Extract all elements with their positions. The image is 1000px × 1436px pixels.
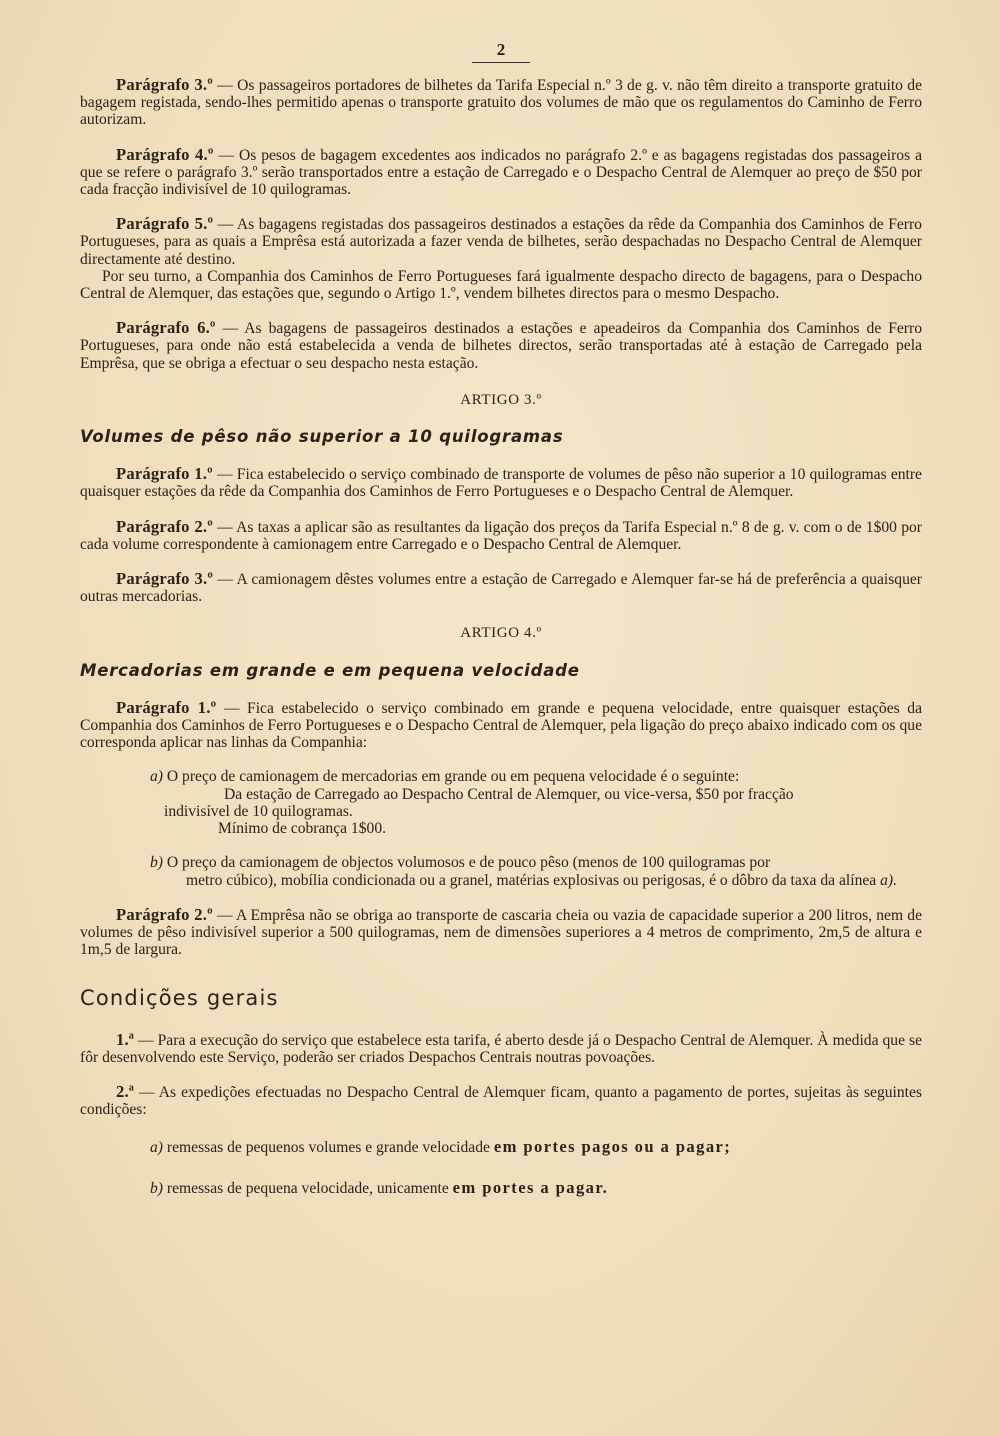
condicao-2-item-a (150, 1138, 922, 1156)
condicao-text: — As expedições efectuadas no Despacho Central de Alemquer ficam, quanto a pagamento de portes, sujeitas às seguintes condições: (80, 1083, 922, 1119)
alinea-text: Da estação de Carregado ao Despacho Central de Alemquer, ou vice-versa, $50 por fracção (224, 785, 794, 803)
paragraph-5-continuation (80, 268, 922, 302)
paragraph-text: — Os pesos de bagagem excedentes aos indicados no parágrafo 2.º e as bagagens registadas dos passageiros a que se refere o parágrafo 3.º serão transportados entre a estação de Carregado e o Despacho Central de Alemquer ao preço de $50 por cada fracção indivisível de 10 quilogramas. (80, 146, 922, 199)
paragraph-text: — As taxas a aplicar são as resultantes da ligação dos preços da Tarifa Especial n.º 8 de g. v. com o de 1$00 por cada volume correspondente à camionagem entre Carregado e o Despacho Central de Alemquer. (80, 518, 922, 553)
paragraph-text: — As bagagens de passageiros destinados a estações e apeadeiros da Companhia dos Caminhos de Ferro Portugueses, para onde não está estabelecida a venda de bilhetes directos, serão transportadas até à estação de Carregado pela Emprêsa, que se obriga a efectuar o seu despacho nesta estação. (80, 320, 922, 372)
artigo-3-paragraph-2 (80, 518, 922, 553)
paragraph-lead: Parágrafo 5.º (116, 214, 214, 234)
paragraph-3 (80, 76, 922, 129)
artigo-4-title: ARTIGO 4.º (460, 625, 542, 642)
paragraph-text: — Os passageiros portadores de bilhetes da Tarifa Especial n.º 3 de g. v. não têm direito a transporte gratuito de bagagem registada, sendo-lhes permitido apenas o transporte gratuito dos volumes de mão que os regulamentos do Caminho de Ferro autorizam. (80, 77, 922, 129)
page-number-rule (472, 62, 530, 63)
paragraph-6 (80, 319, 922, 372)
document-body (80, 76, 922, 1219)
paragraph-text: — Fica estabelecido o serviço combinado em grande e pequena velocidade, entre quaisquer estações da Companhia dos Caminhos de Ferro Portugueses e o Despacho Central de Alemquer, pela ligação do preço abaixo indicado com os que corresponda aplicar nas linhas da Companhia: (80, 699, 922, 752)
item-label: a) (150, 1139, 163, 1157)
condicoes-gerais-title: Condições gerais (80, 986, 279, 1011)
alinea-label: b) (150, 854, 163, 872)
paragraph-5 (80, 215, 922, 268)
alinea-text: O preço da camionagem de objectos volumosos e de pouco pêso (menos de 100 quilogramas por (163, 854, 771, 872)
paragraph-lead: Parágrafo 3.º (116, 569, 214, 589)
paragraph-lead: Parágrafo 3.º (116, 75, 213, 94)
artigo-3-heading: Volumes de pêso não superior a 10 quilogramas (80, 427, 564, 447)
paragraph-text: — A Emprêsa não se obriga ao transporte de cascaria cheia ou vazia de capacidade superior a 200 litros, nem de volumes de pêso indivisível superior a 500 quilogramas, nem de dimensões superiores a 4 metros de comprimento, 2m,5 de altura e 1m,5 de largura. (80, 906, 922, 959)
condicao-text: — Para a execução do serviço que estabelece esta tarifa, é aberto desde já o Despacho Central de Alemquer. À medida que se fôr desenvolvendo este Serviço, poderão ser criados Despachos Centrais noutras povoações. (80, 1031, 922, 1066)
paragraph-lead: Parágrafo 1.º (116, 464, 213, 484)
paragraph-lead: Parágrafo 6.º (116, 318, 216, 338)
paragraph-text: — A camionagem dêstes volumes entre a estação de Carregado e Alemquer far-se há de preferência a quaisquer outras mercadorias. (80, 571, 922, 606)
alinea-b (150, 854, 922, 888)
condicao-lead: 2.ª (116, 1081, 135, 1101)
condicao-2-item-b (150, 1179, 922, 1197)
alinea-reference: a). (880, 871, 898, 889)
item-text: remessas de pequenos volumes e grande velocidade (163, 1139, 494, 1157)
paragraph-text: — As bagagens registadas dos passageiros destinados a estações da rêde da Companhia dos Caminhos de Ferro Portugueses, para as quais a Emprêsa está autorizada a fazer venda de bilhetes, serão despachadas no Despacho Central de Alemquer directamente até destino. (80, 216, 922, 268)
alinea-label: a) (150, 768, 163, 786)
paragraph-lead: Parágrafo 2.º (116, 904, 213, 924)
condicao-1 (80, 1031, 922, 1066)
artigo-4-paragraph-1 (80, 699, 922, 752)
alinea-a (152, 768, 922, 837)
item-emphasis: em portes a pagar. (452, 1177, 609, 1197)
page-number: 2 (496, 40, 506, 59)
alinea-minimo: Mínimo de cobrança 1$00. (218, 820, 387, 838)
alinea-text: indivisível de 10 quilogramas. (164, 802, 353, 820)
paragraph-lead: Parágrafo 2.º (116, 516, 213, 536)
artigo-4-paragraph-2 (80, 906, 922, 959)
item-emphasis: em portes pagos ou a pagar; (493, 1137, 732, 1157)
item-text: remessas de pequena velocidade, unicamente (163, 1179, 453, 1197)
paragraph-lead: Parágrafo 1.º (116, 697, 217, 717)
paragraph-text: Por seu turno, a Companhia dos Caminhos de Ferro Portugueses fará igualmente despacho directo de bagagens, para o Despacho Central de Alemquer, das estações que, segundo o Artigo 1.º, vendem bilhetes directos para o mesmo Despacho. (80, 267, 922, 303)
paragraph-4 (80, 146, 922, 199)
alinea-text: O preço de camionagem de mercadorias em grande ou em pequena velocidade é o seguinte: (163, 768, 740, 786)
alinea-text: metro cúbico), mobília condicionada ou a granel, matérias explosivas ou perigosas, é o dôbro da taxa da alínea (186, 871, 881, 889)
artigo-3-paragraph-1 (80, 465, 922, 500)
artigo-3-title: ARTIGO 3.º (460, 391, 542, 408)
artigo-3-paragraph-3 (80, 570, 922, 605)
artigo-4-heading: Mercadorias em grande e em pequena velocidade (80, 660, 580, 680)
document-page (80, 0, 922, 1436)
item-label: b) (150, 1179, 163, 1197)
paragraph-text: — Fica estabelecido o serviço combinado de transporte de volumes de pêso não superior a 10 quilogramas entre quaisquer estações da rêde da Companhia dos Caminhos de Ferro Portugueses e o Despacho Central de Alemquer. (80, 466, 922, 501)
condicao-2 (80, 1083, 922, 1118)
paragraph-lead: Parágrafo 4.º (116, 144, 214, 164)
condicao-lead: 1.ª (116, 1029, 135, 1049)
